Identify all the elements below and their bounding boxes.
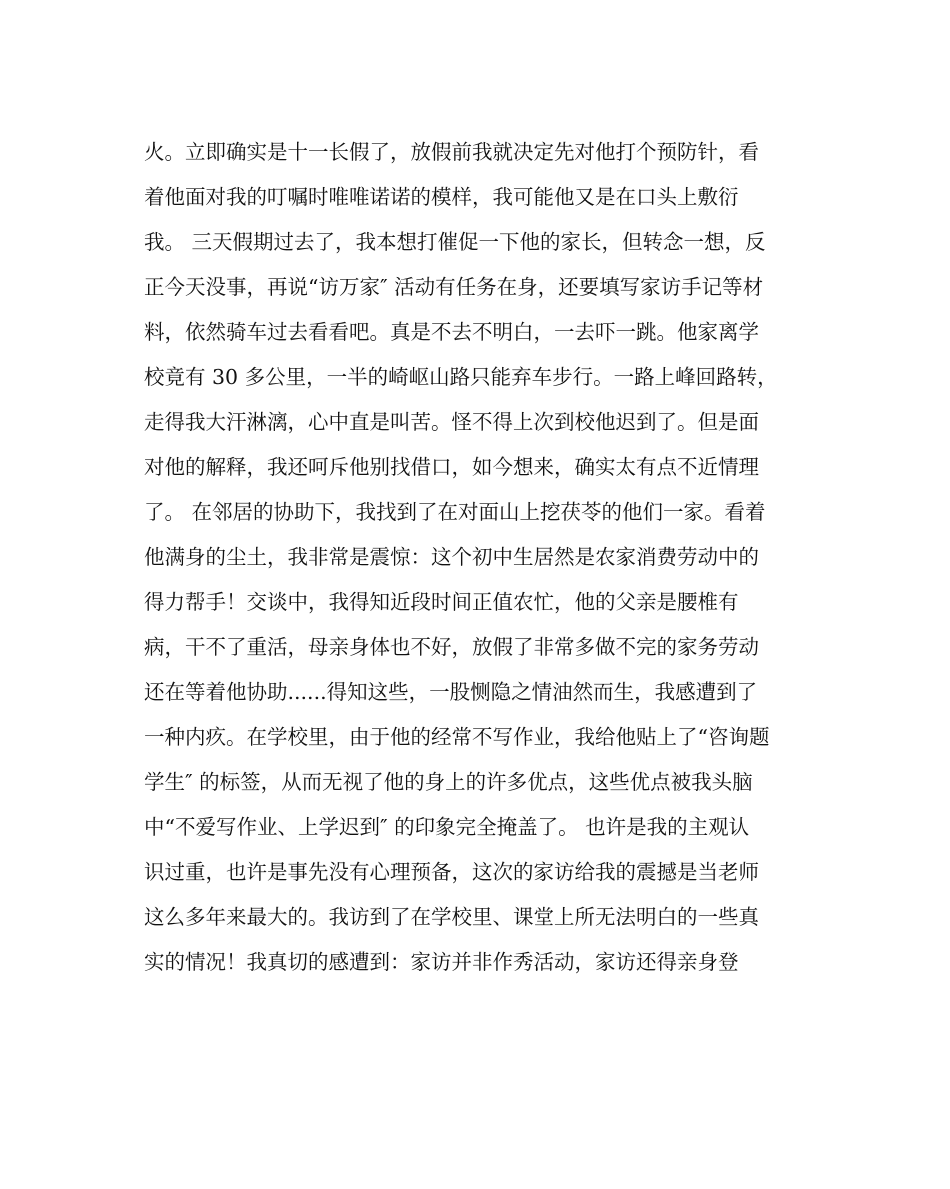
text-line: 我。 三天假期过去了，我本想打催促一下他的家长，但转念一想，反 [144, 230, 766, 254]
text-line: 他满身的尘土，我非常是震惊：这个初中生居然是农家消费劳动中的 [144, 545, 759, 569]
text-line: 了。 在邻居的协助下，我找到了在对面山上挖茯苓的他们一家。看着 [144, 500, 766, 524]
text-line: 着他面对我的叮嘱时唯唯诺诺的模样，我可能他又是在口头上敷衍 [144, 185, 739, 209]
text-line: 还在等着他协助......得知这些，一股恻隐之情油然而生，我感遭到了 [144, 680, 758, 704]
text-line: 正今天没事，再说“访万家″ 活动有任务在身，还要填写家访手记等材 [144, 275, 764, 299]
text-line: 走得我大汗淋漓，心中直是叫苦。怪不得上次到校他迟到了。但是面 [144, 410, 759, 434]
text-line: 这么多年来最大的。我访到了在学校里、课堂上所无法明白的一些真 [144, 905, 759, 929]
text-line: 得力帮手！交谈中，我得知近段时间正值农忙，他的父亲是腰椎有 [144, 590, 739, 614]
text-line: 火。立即确实是十一长假了，放假前我就决定先对他打个预防针，看 [144, 140, 759, 164]
text-line: 中“不爱写作业、上学迟到″ 的印象完全掩盖了。 也许是我的主观认 [144, 815, 750, 839]
text-line: 校竟有 30 多公里，一半的崎岖山路只能弃车步行。一路上峰回路转， [144, 365, 778, 389]
text-line: 识过重，也许是事先没有心理预备，这次的家访给我的震撼是当老师 [144, 860, 759, 884]
text-line: 实的情况！我真切的感遭到：家访并非作秀活动，家访还得亲身登 [144, 950, 739, 974]
text-line: 病，干不了重活，母亲身体也不好，放假了非常多做不完的家务劳动 [144, 635, 759, 659]
text-line: 对他的解释，我还呵斥他别找借口，如今想来，确实太有点不近情理 [144, 455, 759, 479]
text-line: 学生″ 的标签，从而无视了他的身上的许多优点，这些优点被我头脑 [144, 770, 753, 794]
body-text [144, 130, 824, 985]
text-line: 料，依然骑车过去看看吧。真是不去不明白，一去吓一跳。他家离学 [144, 320, 759, 344]
text-line: 一种内疚。在学校里，由于他的经常不写作业，我给他贴上了“咨询题 [144, 725, 770, 749]
